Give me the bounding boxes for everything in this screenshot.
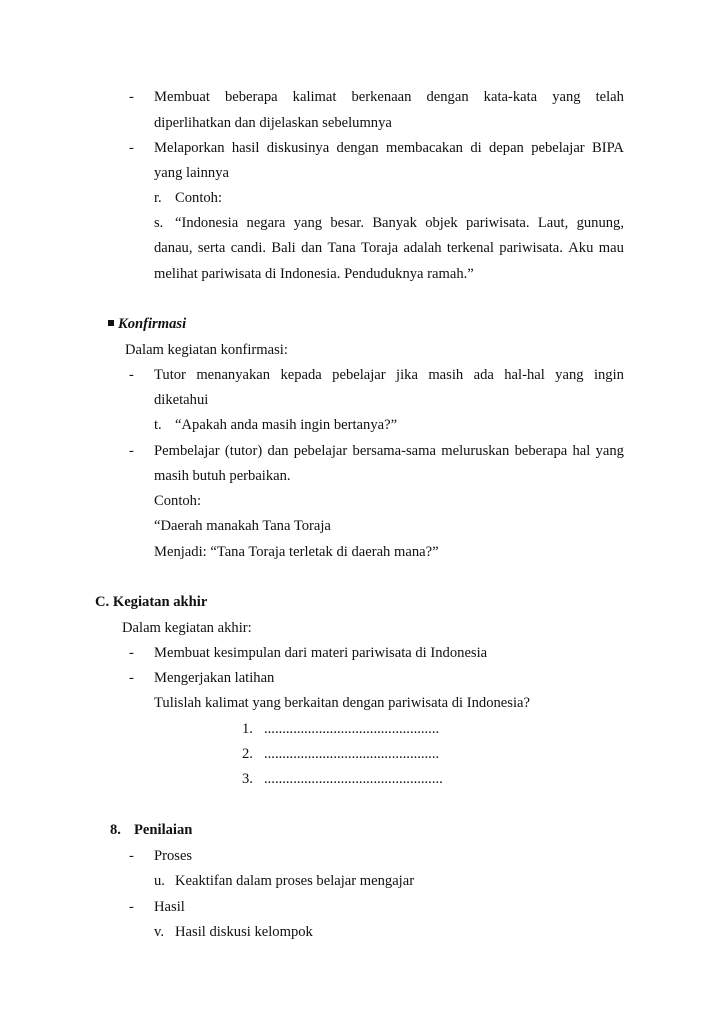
word: diskusinya	[266, 140, 330, 156]
list-item-line: masih butuh perbaikan.	[154, 468, 291, 484]
word: adalah	[403, 240, 442, 256]
answer-number: 3.	[242, 771, 253, 787]
answer-blank: .................................................	[264, 771, 443, 787]
word: serta	[197, 240, 226, 256]
example-label: Contoh:	[154, 493, 202, 509]
word: pariwisata.	[465, 215, 530, 231]
sub-item: Hasil diskusi kelompok	[175, 924, 313, 940]
list-item-line	[154, 88, 624, 106]
word: gunung,	[576, 215, 624, 231]
word: Tana	[327, 240, 356, 256]
word: BIPA	[592, 140, 624, 156]
list-dash: -	[129, 367, 134, 383]
word: meluruskan	[441, 443, 510, 459]
sub-marker: r.	[154, 190, 162, 206]
word: pariwisata.	[499, 240, 563, 256]
word: Banyak	[372, 215, 417, 231]
word: Toraja	[361, 240, 399, 256]
word: menanyakan	[196, 367, 271, 383]
word: Pembelajar	[154, 443, 220, 459]
section-heading-kegiatan-akhir: C. Kegiatan akhir	[95, 594, 208, 610]
word: ingin	[593, 367, 624, 383]
list-item-line	[154, 442, 624, 460]
list-item-line: diperlihatkan dan dijelaskan sebelumnya	[154, 115, 392, 131]
sub-marker: u.	[154, 873, 165, 889]
word: objek	[425, 215, 458, 231]
word: Aku	[568, 240, 594, 256]
word: masih	[428, 367, 464, 383]
word: terkenal	[446, 240, 494, 256]
list-item-line	[154, 366, 624, 384]
word: beberapa	[514, 443, 568, 459]
word: hasil	[231, 140, 260, 156]
word: kalimat	[292, 89, 337, 105]
word: jika	[396, 367, 418, 383]
word: Melaporkan	[154, 140, 225, 156]
word: Tutor	[154, 367, 186, 383]
list-dash: -	[129, 645, 134, 661]
word: hal-hal	[504, 367, 545, 383]
word: ada	[473, 367, 494, 383]
list-item: Hasil	[154, 899, 185, 915]
list-dash: -	[129, 899, 134, 915]
word: di	[470, 140, 482, 156]
word: Bali	[271, 240, 296, 256]
word: dengan	[426, 89, 469, 105]
section-intro: Dalam kegiatan konfirmasi:	[125, 342, 288, 358]
word: kata-kata	[483, 89, 538, 105]
answer-blank: ................................................	[264, 721, 440, 737]
word: mau	[598, 240, 624, 256]
sub-item: “Apakah anda masih ingin bertanya?”	[175, 417, 398, 433]
word: bersama-sama	[352, 443, 436, 459]
word: beberapa	[224, 89, 278, 105]
list-dash: -	[129, 443, 134, 459]
word: berkenaan	[351, 89, 412, 105]
word: pebelajar	[332, 367, 386, 383]
sub-marker: s.	[154, 215, 164, 231]
list-dash: -	[129, 670, 134, 686]
word: dan	[301, 240, 323, 256]
word: candi.	[230, 240, 267, 256]
word: kepada	[280, 367, 322, 383]
exercise-question: Tulislah kalimat yang berkaitan dengan pariwisata di Indonesia?	[154, 695, 530, 711]
word: telah	[595, 89, 624, 105]
answer-number: 2.	[242, 746, 253, 762]
example-text: “Daerah manakah Tana Toraja	[154, 518, 331, 534]
word: danau,	[154, 240, 193, 256]
section-heading-penilaian: Penilaian	[134, 822, 193, 838]
section-number: 8.	[110, 822, 121, 838]
word: hal	[572, 443, 591, 459]
sub-marker: t.	[154, 417, 162, 433]
answer-number: 1.	[242, 721, 253, 737]
sub-item-line: melihat pariwisata di Indonesia. Penduduknya ramah.”	[154, 266, 474, 282]
sub-item-line	[175, 214, 624, 232]
sub-item-line	[154, 239, 624, 257]
list-item-line: diketahui	[154, 392, 209, 408]
list-dash: -	[129, 848, 134, 864]
word: “Indonesia	[175, 215, 239, 231]
sub-marker: v.	[154, 924, 164, 940]
sub-item: Contoh:	[175, 190, 223, 206]
answer-blank: ................................................	[264, 746, 440, 762]
square-bullet-icon	[108, 320, 114, 326]
sub-item: Keaktifan dalam proses belajar mengajar	[175, 873, 415, 889]
word: yang	[552, 89, 581, 105]
list-item-line: yang lainnya	[154, 165, 229, 181]
section-intro: Dalam kegiatan akhir:	[122, 620, 252, 636]
list-item: Proses	[154, 848, 193, 864]
word: dengan	[336, 140, 379, 156]
word: membacakan	[386, 140, 463, 156]
list-item: Mengerjakan latihan	[154, 670, 275, 686]
word: depan	[489, 140, 524, 156]
word: negara	[246, 215, 286, 231]
word: dan	[267, 443, 289, 459]
section-heading-konfirmasi: Konfirmasi	[108, 315, 186, 333]
word: yang	[555, 367, 584, 383]
word: yang	[595, 443, 624, 459]
list-item: Membuat kesimpulan dari materi pariwisata di Indonesia	[154, 645, 488, 661]
example-text: Menjadi: “Tana Toraja terletak di daerah mana?”	[154, 544, 439, 560]
list-dash: -	[129, 89, 134, 105]
word: pebelajar	[293, 443, 348, 459]
list-dash: -	[129, 140, 134, 156]
word: Membuat	[154, 89, 210, 105]
list-item-line	[154, 139, 624, 157]
word: Laut,	[537, 215, 569, 231]
word: besar.	[330, 215, 365, 231]
word: yang	[293, 215, 323, 231]
word: (tutor)	[224, 443, 263, 459]
word: pebelajar	[531, 140, 585, 156]
